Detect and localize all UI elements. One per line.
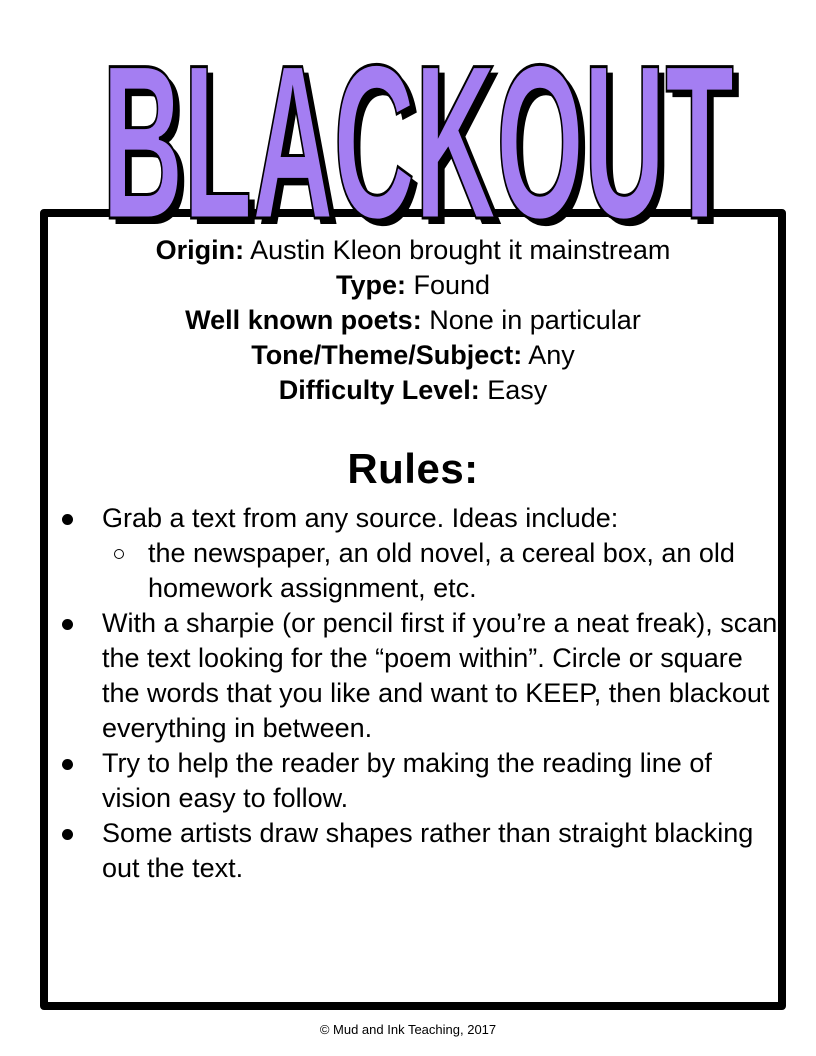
title-shadow: BLACKOUT [108,28,740,228]
info-tone [48,338,778,373]
hollow-bullet-icon [114,549,124,559]
bullet-icon [62,514,73,525]
info-block [48,233,778,408]
info-value: Found [413,270,491,300]
rule-text: Grab a text from any source. Ideas include: [102,503,619,533]
info-value: None in particular [429,305,641,335]
rules-heading: Rules: [347,445,479,492]
copyright-footer: © Mud and Ink Teaching, 2017 [319,1022,497,1037]
info-value: Easy [487,375,548,405]
rule-text: Try to help the reader by making the reading line of vision easy to follow. [102,748,712,813]
rule-item [48,746,778,816]
info-origin [48,233,778,268]
bullet-icon [62,619,73,630]
info-label: Type: [335,270,406,300]
rule-text: Some artists draw shapes rather than straight blacking out the text. [102,818,754,883]
bullet-icon [62,829,73,840]
info-label: Origin: [155,235,245,265]
rule-subtext: the newspaper, an old novel, a cereal box, an old homework assignment, etc. [148,538,735,603]
title-banner [88,28,748,228]
title-graphic [88,28,748,228]
content-card [40,209,786,1010]
rule-subitem [48,536,778,606]
rules-list [48,501,778,886]
rule-item [48,816,778,886]
rule-text: With a sharpie (or pencil first if you’re a neat freak), scan the text looking for the “poem within”. Circle or square the words that you like and want to KEEP, then blackout everything in between. [102,608,778,743]
info-value: Any [528,340,575,370]
title-text: BLACKOUT [102,28,734,228]
info-type [48,268,778,303]
info-label: Difficulty Level: [278,375,480,405]
info-poets [48,303,778,338]
info-label: Tone/Theme/Subject: [251,340,523,370]
bullet-icon [62,759,73,770]
info-difficulty [48,373,778,408]
rule-item [48,606,778,746]
info-value: Austin Kleon brought it mainstream [250,235,671,265]
rule-item [48,501,778,536]
info-label: Well known poets: [185,305,422,335]
